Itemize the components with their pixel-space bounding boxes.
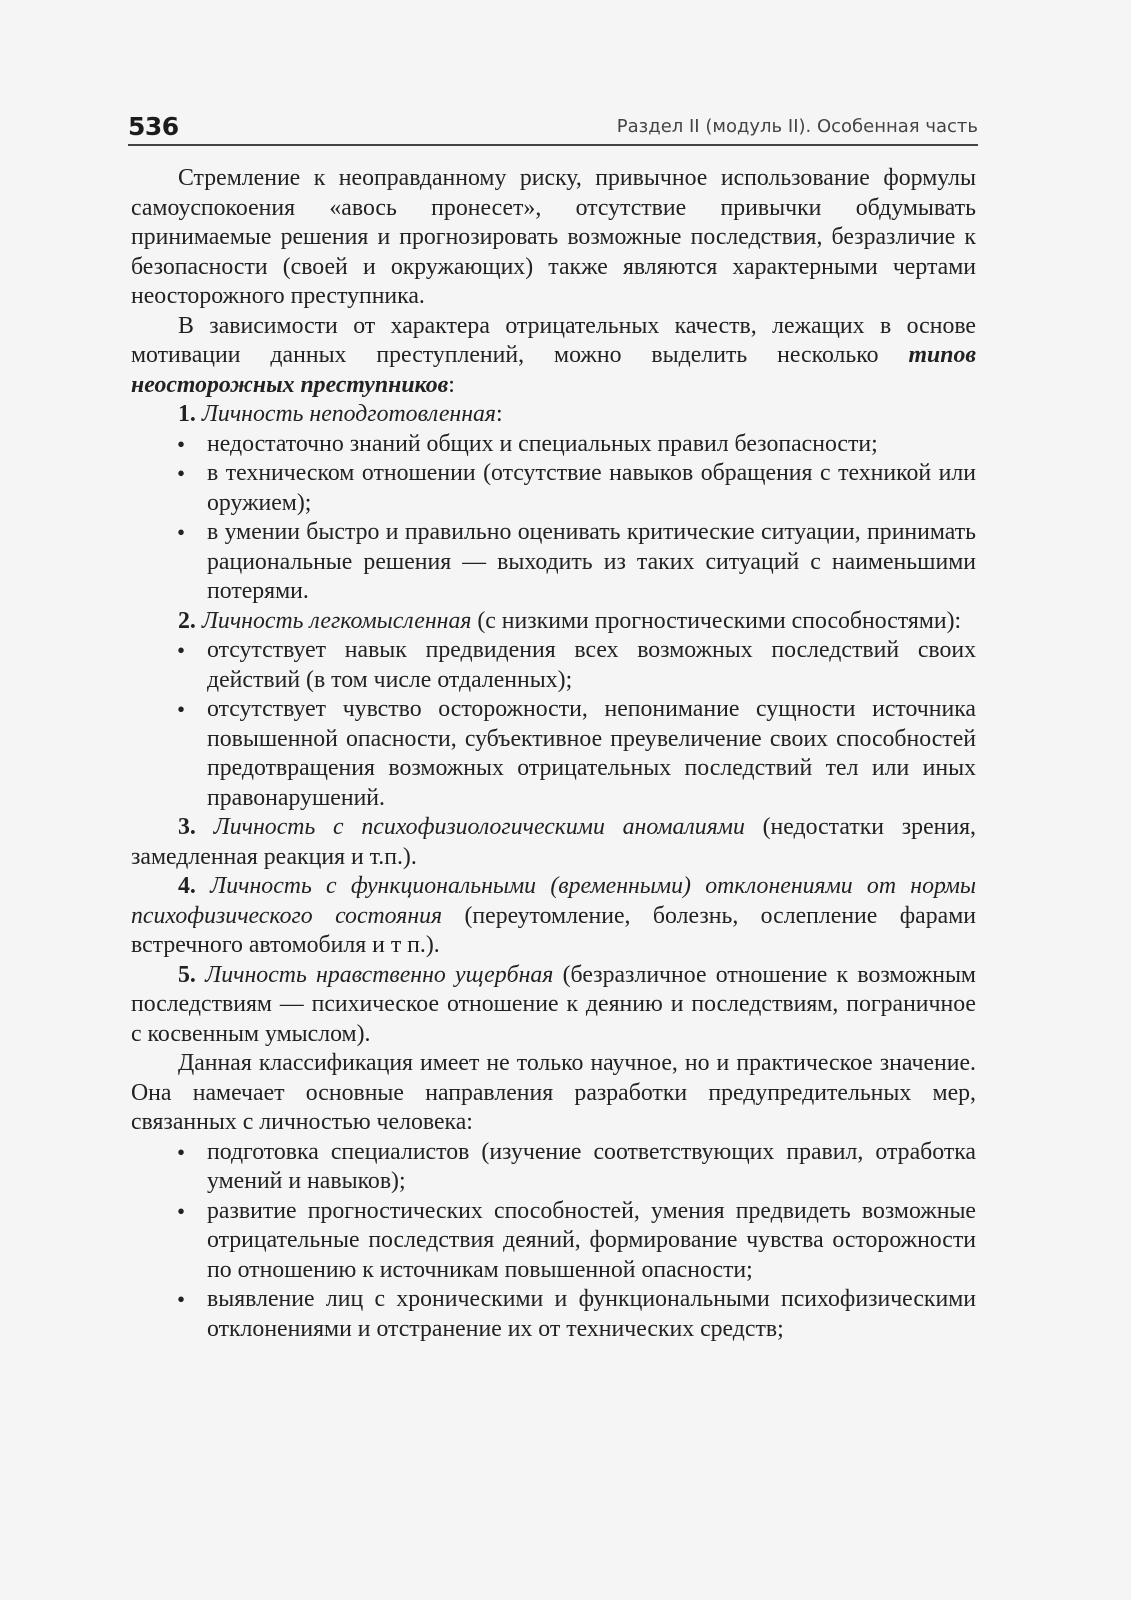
type-bullet-list <box>131 636 976 813</box>
type-heading <box>131 813 976 872</box>
type-heading <box>131 400 976 430</box>
list-item: • выявление лиц с хроническими и функциональными психофизическими отклонениями и отстранение их от технических средств; <box>207 1285 976 1344</box>
list-item: • отсутствует чувство осторожности, непонимание сущности источника повышенной опасности, субъективное преувеличение своих способностей предотвращения возможных отрицательных последствий тел или иных правонарушений. <box>207 695 976 813</box>
list-item: • недостаточно знаний общих и специальных правил безопасности; <box>207 430 976 460</box>
type-number: 2. <box>178 607 196 634</box>
type-title: Личность неподготовленная <box>201 401 496 427</box>
running-head: Раздел II (модуль II). Особенная часть <box>616 116 978 137</box>
types-intro-paragraph <box>131 312 976 401</box>
list-item: • подготовка специалистов (изучение соответствующих правил, отработка умений и навыков); <box>207 1138 976 1197</box>
types-intro-end: : <box>448 371 455 398</box>
type-rest: (недостатки зрения, замедленная реакция и т.п.). <box>131 814 977 870</box>
type-title: Личность легкомысленная <box>201 607 472 634</box>
type-number: 1. <box>178 401 196 427</box>
type-heading <box>131 607 976 637</box>
list-item: • в техническом отношении (отсутствие навыков обращения с техникой или оружием); <box>207 459 976 518</box>
type-heading <box>131 872 976 961</box>
type-title: Личность с психофизиологическими аномалиями <box>213 814 745 840</box>
type-rest: : <box>496 401 503 427</box>
type-number: 3. <box>178 814 196 840</box>
type-title: Личность нравственно ущербная <box>205 961 554 988</box>
page-header <box>128 114 978 146</box>
page-body <box>131 164 976 1344</box>
closing-paragraph: Данная классификация имеет не только научное, но и практическое значение. Она намечает основные направления разработки предупредительных мер, связанных с личностью человека: <box>131 1050 976 1135</box>
type-rest: (переутомление, болезнь, ослепление фарами встречного автомобиля и т п.). <box>131 902 976 958</box>
intro-paragraph: Стремление к неоправданному риску, привычное использование формулы самоуспокоения «авось пронесет», отсутствие привычки обдумывать принимаемые решения и прогнозировать возможные последствия, безразличие к безопасности (своей и окружающих) также являются характерными чертами неосторожного преступника. <box>131 165 976 309</box>
type-heading <box>131 961 976 1050</box>
type-rest: (безразличное отношение к возможным последствиям — психическое отношение к деянию и последствиям, пограничное с косвенным умыслом). <box>131 961 976 1047</box>
types-intro-text: В зависимости от характера отрицательных качеств, лежащих в основе мотивации данных преступлений, можно выделить несколько <box>131 312 976 368</box>
type-number: 5. <box>178 961 196 988</box>
type-bullet-list <box>131 430 976 607</box>
closing-bullet-list <box>131 1138 976 1345</box>
page-number: 536 <box>128 112 179 141</box>
list-item: • в умении быстро и правильно оценивать критические ситуации, принимать рациональные решения — выходить из таких ситуаций с наименьшими потерями. <box>207 518 976 607</box>
list-item: • отсутствует навык предвидения всех возможных последствий своих действий (в том числе отдаленных); <box>207 636 976 695</box>
type-rest: (с низкими прогностическими способностями): <box>471 607 962 634</box>
type-number: 4. <box>178 873 196 899</box>
type-title: Личность с функциональными (временными) отклонениями от нормы психофизического состояния <box>131 873 976 929</box>
types-emphasis: типов неосторожных преступников <box>131 342 976 398</box>
list-item: • развитие прогностических способностей, умения предвидеть возможные отрицательные последствия деяний, формирование чувства осторожности по отношению к источникам повышенной опасности; <box>207 1197 976 1286</box>
